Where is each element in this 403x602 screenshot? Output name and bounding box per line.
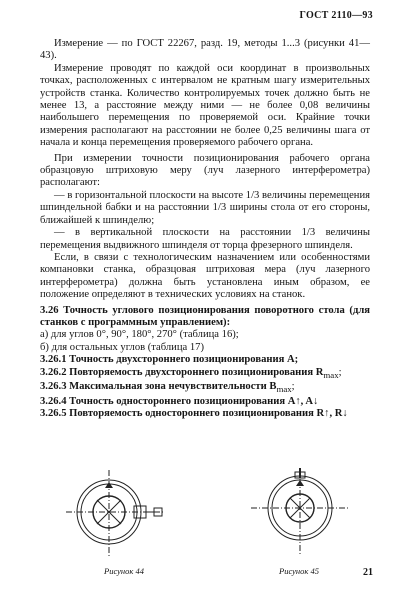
subsection-text: Точность двухстороннего позиционирования A; — [69, 354, 299, 366]
body-text — [40, 38, 370, 420]
figure-44-caption: Рисунок 44 — [104, 566, 144, 576]
subsection-subscript: max — [323, 369, 339, 380]
subsection-3-26-5 — [40, 408, 370, 420]
figure-45-caption: Рисунок 45 — [279, 566, 319, 576]
figure-45-drawing — [245, 468, 355, 563]
subsection-text: Повторяемость одностороннего позиционирования R↑, R↓ — [69, 408, 348, 419]
section-item-a — [40, 329, 370, 341]
subsection-number: 3.26.4 — [40, 395, 67, 407]
subsection-subscript: max — [276, 384, 292, 395]
subsection-number: 3.26.5 — [40, 408, 67, 419]
figure-44-drawing — [64, 468, 174, 563]
paragraph-alternative-placement: Если, в связи с технологическим назначением или особенностями компановки станка, образцовая штриховая мера (луч лазерного интерферометра) должна быть установлена иным образом, ее положение определяют в технических условиях на станок. — [40, 251, 370, 301]
section-item-b — [40, 342, 370, 354]
item-b-text: б) для остальных углов (таблица 17) — [40, 341, 204, 353]
subsection-text: Точность одностороннего позиционирования A↑, A↓ — [69, 395, 319, 407]
subsection-tail: ; — [291, 381, 295, 393]
subsection-tail: ; — [338, 366, 342, 378]
subsection-number: 3.26.1 — [40, 354, 67, 366]
subsection-number: 3.26.2 — [40, 366, 67, 378]
subsection-text: Повторяемость двухстороннего позиционирования R — [69, 366, 324, 378]
document-header: ГОСТ 2110—93 — [299, 10, 373, 21]
subsection-text: Максимальная зона нечувствительности B — [69, 381, 277, 393]
paragraph-placement-intro: При измерении точности позиционирования рабочего органа образцовую штриховую меру (луч лазерного интерферометра) располагают: — [40, 152, 370, 189]
figures-area — [40, 468, 370, 578]
paragraph-horizontal-plane: — в горизонтальной плоскости на высоте 1/3 величины перемещения шпиндельной бабки и на расстоянии 1/3 ширины стола от его стороны, ближайшей к шпинделю; — [40, 189, 370, 226]
subsection-number: 3.26.3 — [40, 381, 67, 393]
paragraph-measurement-points: Измерение проводят по каждой оси координат в произвольных точках, расположенных с интервалом не кратным шагу измерительных устройств станка. Количество контролируемых точек должно быть не менее 13, а расстояние между ними — не более 0,08 величины наибольшего перемещения по проверяемой оси. Крайние точки измерения располагают на расстоянии не более 0,25 величины шага от начала и конца перемещения проверяемого рабочего органа. — [40, 62, 370, 149]
subsection-3-26-1 — [40, 354, 370, 366]
section-title-3-26: 3.26 Точность углового позиционирования поворотного стола (для станков с программным управлением): — [40, 304, 370, 328]
subsection-3-26-3 — [40, 381, 370, 396]
paragraph-measurement-ref: Измерение — по ГОСТ 22267, разд. 19, методы 1...3 (рисунки 41—43). — [40, 38, 370, 62]
subsection-3-26-4 — [40, 396, 370, 408]
paragraph-vertical-plane: — в вертикальной плоскости на расстоянии 1/3 величины перемещения выдвижного шпинделя от торца фрезерного шпинделя. — [40, 227, 370, 251]
subsection-3-26-2 — [40, 367, 370, 382]
subsection-list — [40, 354, 370, 420]
page-number: 21 — [363, 567, 373, 578]
item-a-text: а) для углов 0°, 90°, 180°, 270° (таблица 16); — [40, 329, 239, 341]
